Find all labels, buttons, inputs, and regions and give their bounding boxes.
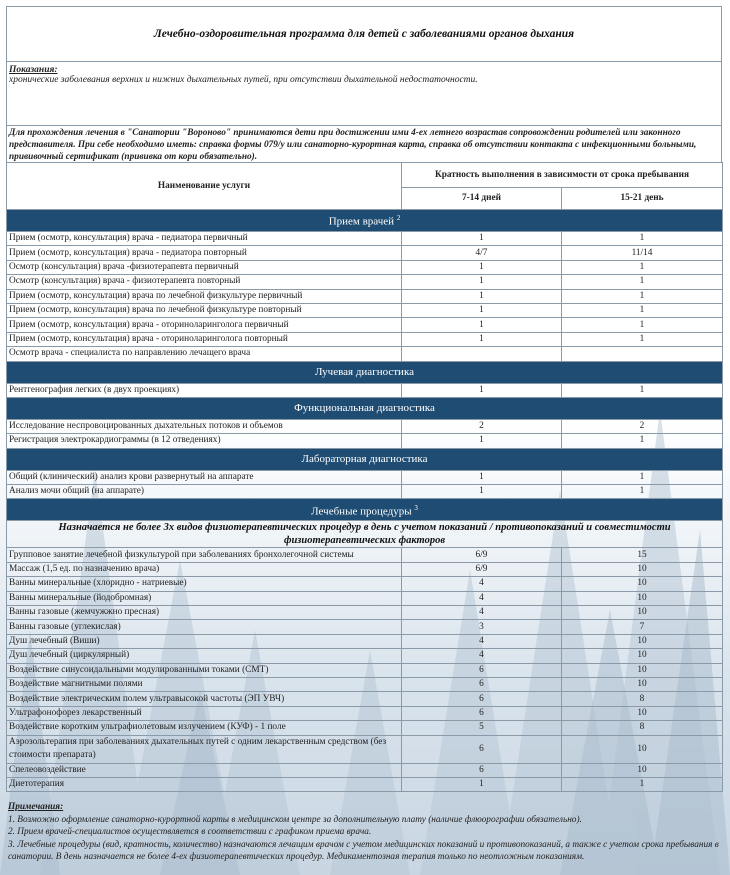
count-15-21: 10 — [562, 677, 723, 691]
table-row — [7, 649, 723, 663]
service-name: Душ лечебный (Виши) — [7, 634, 402, 648]
count-15-21: 1 — [562, 777, 723, 791]
table-row — [7, 721, 723, 735]
table-row — [7, 634, 723, 648]
count-15-21: 1 — [562, 260, 723, 274]
table-row — [7, 562, 723, 576]
service-name: Прием (осмотр, консультация) врача - педиатора первичный — [7, 232, 402, 246]
service-name: Прием (осмотр, консультация) врача - оториноларинголога повторный — [7, 332, 402, 346]
service-name: Прием (осмотр, консультация) врача по лечебной физкультуре повторный — [7, 303, 402, 317]
notes-block — [8, 801, 720, 864]
note-item: 1. Возможно оформление санаторно-курортной карты в медицинском центре за дополнительную плату (наличие флюорографии обязательно). — [8, 814, 582, 825]
count-15-21: 1 — [562, 470, 723, 484]
service-name: Осмотр врача - специалиста по направлению лечащего врача — [7, 347, 402, 361]
table-row — [7, 289, 723, 303]
count-15-21: 1 — [562, 383, 723, 397]
count-15-21: 2 — [562, 419, 723, 433]
section-title — [7, 448, 723, 470]
note-item: 3. Лечебные процедуры (вид, кратность, количество) назначаются лечащим врачом с учетом медицинских показаний и противопоказаний, а также с учетом срока пребывания в санатории. В день назначается не более 4-ех физиотерапевтических процедур. Медикаментозная терапия только по неотложным показаниям. — [8, 839, 719, 862]
section-title-text: Лечебные процедуры — [311, 505, 412, 518]
service-name: Общий (клинический) анализ крови развернутый на аппарате — [7, 470, 402, 484]
count-7-14: 6 — [402, 706, 562, 720]
table-row — [7, 692, 723, 706]
section-header-row — [7, 448, 723, 470]
section-note: Назначается не более 3х видов физиотерапевтических процедур в день с учетом показаний / противопоказаний и совместимости физиотерапевтических факторов — [7, 521, 723, 548]
count-7-14: 4 — [402, 634, 562, 648]
section-title — [7, 361, 723, 383]
section-note-row — [7, 521, 723, 548]
table-row — [7, 620, 723, 634]
count-7-14: 1 — [402, 260, 562, 274]
service-name: Аэрозольтерапия при заболеваниях дыхательных путей с одним лекарственным средством (без стоимости препарата) — [7, 735, 402, 763]
table-row — [7, 735, 723, 763]
table-row — [7, 383, 723, 397]
table-row — [7, 577, 723, 591]
count-15-21: 1 — [562, 485, 723, 499]
service-name: Воздействие электрическим полем ультравысокой частоты (ЭП УВЧ) — [7, 692, 402, 706]
count-15-21: 10 — [562, 577, 723, 591]
section-header-row — [7, 499, 723, 521]
indications-block — [6, 61, 722, 125]
section-header-row — [7, 397, 723, 419]
count-15-21: 1 — [562, 303, 723, 317]
count-7-14: 4 — [402, 649, 562, 663]
service-name: Исследование неспровоцированных дыхательных потоков и объемов — [7, 419, 402, 433]
count-7-14: 4 — [402, 591, 562, 605]
section-title-text: Лабораторная диагностика — [301, 452, 428, 465]
table-row — [7, 548, 723, 562]
service-name: Массаж (1,5 ед. по назначению врача) — [7, 562, 402, 576]
service-name: Групповое занятие лечебной физкультурой при заболеваниях бронхолегочной системы — [7, 548, 402, 562]
footnote-ref: 3 — [414, 503, 418, 512]
count-15-21: 1 — [562, 332, 723, 346]
count-7-14: 1 — [402, 318, 562, 332]
table-row — [7, 318, 723, 332]
count-7-14: 6/9 — [402, 562, 562, 576]
service-name: Ванны газовые (углекислая) — [7, 620, 402, 634]
count-15-21: 7 — [562, 620, 723, 634]
service-name: Прием (осмотр, консультация) врача по лечебной физкультуре первичный — [7, 289, 402, 303]
note-item: 2. Прием врачей-специалистов осуществляется в соответствии с графиком приема врача. — [8, 827, 372, 837]
service-name: Ультрафонофорез лекарственный — [7, 706, 402, 720]
count-7-14: 1 — [402, 777, 562, 791]
section-title-text: Лучевая диагностика — [314, 365, 415, 378]
count-15-21: 11/14 — [562, 246, 723, 260]
table-row — [7, 434, 723, 448]
count-7-14: 4/7 — [402, 246, 562, 260]
indications-text: хронические заболевания верхних и нижних дыхательных путей, при отсутствии дыхательной недостаточности. — [9, 75, 478, 85]
table-row — [7, 763, 723, 777]
services-table — [6, 162, 723, 792]
count-15-21: 1 — [562, 275, 723, 289]
count-7-14: 3 — [402, 620, 562, 634]
count-15-21: 10 — [562, 562, 723, 576]
count-7-14: 4 — [402, 577, 562, 591]
count-15-21: 10 — [562, 735, 723, 763]
service-name: Воздействие синусоидальными модулированными токами (СМТ) — [7, 663, 402, 677]
count-7-14: 1 — [402, 434, 562, 448]
header-col-15-21: 15-21 день — [562, 188, 723, 210]
count-7-14: 2 — [402, 419, 562, 433]
count-7-14: 1 — [402, 383, 562, 397]
service-name: Прием (осмотр, консультация) врача - педиатора повторный — [7, 246, 402, 260]
section-title — [7, 499, 723, 521]
section-header-row — [7, 361, 723, 383]
table-row — [7, 303, 723, 317]
table-row — [7, 777, 723, 791]
count-15-21: 10 — [562, 634, 723, 648]
table-row — [7, 419, 723, 433]
service-name: Регистрация электрокардиограммы (в 12 отведениях) — [7, 434, 402, 448]
count-15-21: 1 — [562, 318, 723, 332]
count-15-21: 1 — [562, 434, 723, 448]
count-7-14: 6 — [402, 735, 562, 763]
count-15-21: 8 — [562, 692, 723, 706]
count-7-14: 6/9 — [402, 548, 562, 562]
section-title — [7, 210, 723, 232]
table-row — [7, 663, 723, 677]
service-name: Прием (осмотр, консультация) врача - оториноларинголога первичный — [7, 318, 402, 332]
notes-title: Примечания: — [8, 802, 64, 812]
table-row — [7, 260, 723, 274]
count-15-21 — [562, 347, 723, 361]
count-15-21: 10 — [562, 663, 723, 677]
count-15-21: 8 — [562, 721, 723, 735]
header-frequency: Кратность выполнения в зависимости от срока пребывания — [402, 163, 723, 188]
table-row — [7, 347, 723, 361]
services-table-body — [7, 163, 723, 792]
count-7-14: 1 — [402, 470, 562, 484]
indications-label: Показания: — [9, 65, 58, 75]
table-row — [7, 232, 723, 246]
count-7-14: 1 — [402, 485, 562, 499]
service-name: Осмотр (консультация) врача - физиотерапевта повторный — [7, 275, 402, 289]
service-name: Душ лечебный (циркулярный) — [7, 649, 402, 663]
table-row — [7, 485, 723, 499]
count-7-14 — [402, 347, 562, 361]
count-15-21: 15 — [562, 548, 723, 562]
count-15-21: 10 — [562, 606, 723, 620]
count-7-14: 1 — [402, 275, 562, 289]
count-15-21: 10 — [562, 706, 723, 720]
count-7-14: 1 — [402, 232, 562, 246]
count-15-21: 10 — [562, 763, 723, 777]
table-row — [7, 591, 723, 605]
service-name: Спелеовоздействие — [7, 763, 402, 777]
count-15-21: 10 — [562, 591, 723, 605]
table-row — [7, 677, 723, 691]
count-7-14: 6 — [402, 763, 562, 777]
program-title: Лечебно-оздоровительная программа для детей с заболеваниями органов дыхания — [6, 6, 722, 61]
footnote-ref: 2 — [396, 214, 401, 223]
count-7-14: 5 — [402, 721, 562, 735]
section-title-text: Функциональная диагностика — [294, 401, 435, 414]
section-header-row — [7, 210, 723, 232]
count-7-14: 6 — [402, 663, 562, 677]
count-7-14: 1 — [402, 303, 562, 317]
count-7-14: 6 — [402, 677, 562, 691]
program-document — [6, 6, 722, 792]
count-7-14: 6 — [402, 692, 562, 706]
table-row — [7, 706, 723, 720]
table-row — [7, 275, 723, 289]
count-7-14: 4 — [402, 606, 562, 620]
table-row — [7, 470, 723, 484]
count-7-14: 1 — [402, 289, 562, 303]
header-col-7-14: 7-14 дней — [402, 188, 562, 210]
table-header-row — [7, 163, 723, 188]
service-name: Воздействие коротким ультрафиолетовым излучением (КУФ) - 1 поле — [7, 721, 402, 735]
count-15-21: 10 — [562, 649, 723, 663]
admission-conditions: Для прохождения лечения в "Санатории "Вороново" принимаются дети при достижении ими 4-ех летнего возрастав сопровождении родителей или законного представителя. При себе необходимо иметь: справка формы 079/у или санаторно-курортная карта, справка об отсутствии контакта с инфекционными больными, прививочный сертификат (прививка от кори обязательно). — [6, 125, 722, 162]
service-name: Ванны минеральные (йодобромная) — [7, 591, 402, 605]
table-row — [7, 606, 723, 620]
section-title — [7, 397, 723, 419]
count-7-14: 1 — [402, 332, 562, 346]
service-name: Ванны газовые (жемчужжно пресная) — [7, 606, 402, 620]
service-name: Анализ мочи общий (на аппарате) — [7, 485, 402, 499]
table-row — [7, 332, 723, 346]
service-name: Ванны минеральные (хлоридно - натриевые) — [7, 577, 402, 591]
service-name: Диетотерапия — [7, 777, 402, 791]
count-15-21: 1 — [562, 232, 723, 246]
service-name: Воздействие магнитными полями — [7, 677, 402, 691]
table-row — [7, 246, 723, 260]
service-name: Рентгенография легких (в двух проекциях) — [7, 383, 402, 397]
count-15-21: 1 — [562, 289, 723, 303]
service-name: Осмотр (консультация) врача -физиотерапевта первичный — [7, 260, 402, 274]
header-service: Наименование услуги — [7, 163, 402, 210]
section-title-text: Прием врачей — [328, 215, 395, 228]
